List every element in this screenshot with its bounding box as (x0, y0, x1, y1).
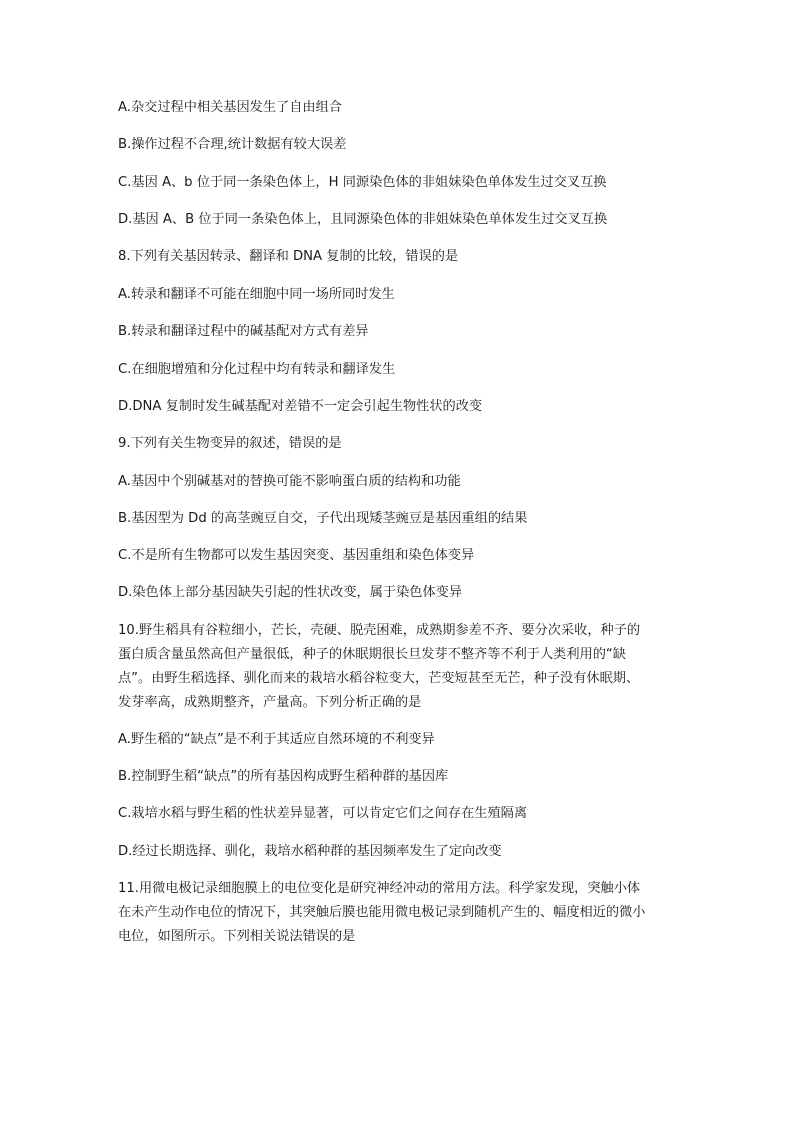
q11-stem-line-3: 电位，如图所示。下列相关说法错误的是 (118, 929, 356, 944)
q10-stem-line-2: 蛋白质含量虽然高但产量很低，种子的休眠期很长旦发芽不整齐等不利于人类利用的“缺 (118, 647, 626, 662)
q8-option-b: B.转录和翻译过程中的碱基配对方式有差异 (118, 324, 369, 339)
q9-stem: 9.下列有关生物变异的叙述，错误的是 (118, 436, 342, 451)
q8-option-a: A.转录和翻译不可能在细胞中同一场所同时发生 (118, 287, 395, 302)
q9-option-a: A.基因中个别碱基对的替换可能不影响蛋白质的结构和功能 (118, 474, 461, 489)
q10-option-c: C.栽培水稻与野生稻的性状差异显著，可以肯定它们之间存在生殖隔离 (118, 806, 528, 821)
q11-stem-line-1: 11.用微电极记录细胞膜上的电位变化是研究神经冲动的常用方法。科学家发现，突触小体 (118, 881, 641, 896)
q10-option-a: A.野生稻的“缺点”是不利于其适应自然环境的不利变异 (118, 732, 435, 747)
q8-stem: 8.下列有关基因转录、翻译和 DNA 复制的比较，错误的是 (118, 249, 459, 264)
q10-stem-line-1: 10.野生稻具有谷粒细小，芒长，壳硬、脱壳困难，成熟期参差不齐、要分次采收，种子的 (118, 623, 641, 638)
q10-stem-line-4: 发芽率高，成熟期整齐，产量高。下列分析正确的是 (118, 695, 422, 710)
q7-option-a: A.杂交过程中相关基因发生了自由组合 (118, 100, 342, 115)
q7-option-c: C.基因 A、b 位于同一条染色体上，H 同源染色体的非姐妹染色单体发生过交叉互换 (118, 175, 607, 190)
q9-option-c: C.不是所有生物都可以发生基因突变、基因重组和染色体变异 (118, 548, 475, 563)
q7-option-d: D.基因 A、B 位于同一条染色体上，且同源染色体的非姐妹染色单体发生过交叉互换 (118, 212, 608, 227)
q8-option-c: C.在细胞增殖和分化过程中均有转录和翻译发生 (118, 362, 396, 377)
q10-stem-line-3: 点”。由野生稻选择、驯化而来的栽培水稻谷粒变大，芒变短甚至无芒，种子没有休眠期、 (118, 671, 640, 686)
q8-option-d: D.DNA 复制时发生碱基配对差错不一定会引起生物性状的改变 (118, 399, 483, 414)
q10-option-d: D.经过长期选择、驯化，栽培水稻种群的基因频率发生了定向改变 (118, 844, 502, 859)
q10-option-b: B.控制野生稻“缺点”的所有基因构成野生稻种群的基因库 (118, 769, 449, 784)
q9-option-d: D.染色体上部分基因缺失引起的性状改变，属于染色体变异 (118, 585, 463, 600)
q11-stem-line-2: 在未产生动作电位的情况下，其突触后膜也能用微电极记录到随机产生的、幅度相近的微小 (118, 905, 646, 920)
q9-option-b: B.基因型为 Dd 的高茎豌豆自交，子代出现矮茎豌豆是基因重组的结果 (118, 511, 528, 526)
q7-option-b: B.操作过程不合理,统计数据有较大误差 (118, 137, 347, 152)
